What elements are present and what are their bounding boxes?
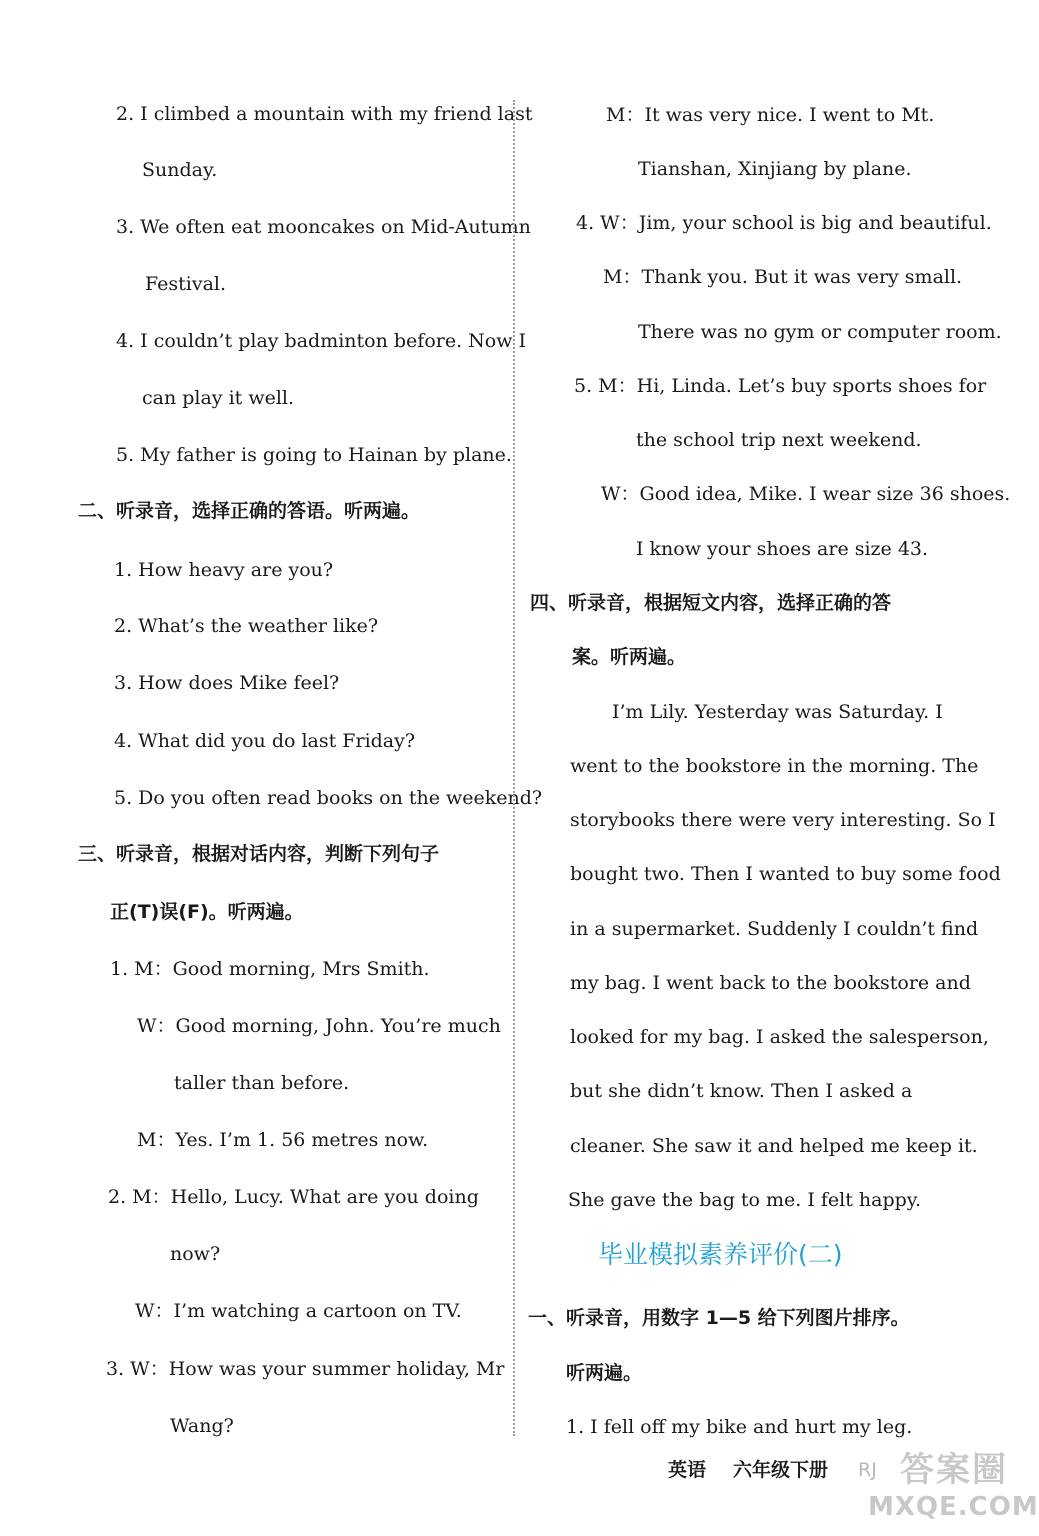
dialogue3-w1-line1: 3. W：How was your summer holiday, Mr xyxy=(106,1358,505,1380)
passage-line-7: looked for my bag. I asked the salesperson, xyxy=(570,1026,989,1048)
dialogue4-m1-line1: M：Thank you. But it was very small. xyxy=(603,266,963,288)
passage-line-6: my bag. I went back to the bookstore and xyxy=(570,972,971,994)
passage-line-2: went to the bookstore in the morning. The xyxy=(570,755,979,777)
dialogue4-w1: 4. W：Jim, your school is big and beautiful. xyxy=(576,212,992,234)
p1-item4-line2: can play it well. xyxy=(142,387,295,409)
dialogue5-w1-line2: I know your shoes are size 43. xyxy=(636,538,929,560)
section2-part1-heading-line1: 一、听录音，用数字 1—5 给下列图片排序。 xyxy=(528,1307,910,1329)
passage-line-5: in a supermarket. Suddenly I couldn’t find xyxy=(570,918,979,940)
p1-item5: 5. My father is going to Hainan by plane. xyxy=(116,444,512,466)
part2-item-4: 4. What did you do last Friday? xyxy=(114,730,416,752)
dialogue3-m1-line2: Tianshan, Xinjiang by plane. xyxy=(638,158,912,180)
dialogue1-m1: 1. M：Good morning, Mrs Smith. xyxy=(110,958,430,980)
part4-heading-line2: 案。听两遍。 xyxy=(572,646,687,668)
dialogue5-m1-line1: 5. M：Hi, Linda. Let’s buy sports shoes for xyxy=(574,375,987,397)
dialogue3-w1-line2: Wang? xyxy=(170,1415,234,1437)
part2-item-3: 3. How does Mike feel? xyxy=(114,672,340,694)
passage-line-8: but she didn’t know. Then I asked a xyxy=(570,1080,913,1102)
dialogue1-w1-line2: taller than before. xyxy=(174,1072,350,1094)
dialogue1-m2: M：Yes. I’m 1. 56 metres now. xyxy=(137,1129,429,1151)
section2-item-1: 1. I fell off my bike and hurt my leg. xyxy=(566,1416,913,1438)
watermark-url: MXQE.COM xyxy=(868,1492,1039,1522)
passage-line-9: cleaner. She saw it and helped me keep it. xyxy=(570,1135,978,1157)
passage-line-4: bought two. Then I wanted to buy some food xyxy=(570,863,1001,885)
watermark-logo xyxy=(860,1440,1039,1530)
dialogue5-m1-line2: the school trip next weekend. xyxy=(636,429,922,451)
dialogue2-m1-line1: 2. M：Hello, Lucy. What are you doing xyxy=(108,1186,479,1208)
p1-item4-line1: 4. I couldn’t play badminton before. Now I xyxy=(116,330,527,352)
part3-heading-line1: 三、听录音，根据对话内容，判断下列句子 xyxy=(78,843,440,865)
passage-line-10: She gave the bag to me. I felt happy. xyxy=(568,1189,922,1211)
footer-subject: 英语 xyxy=(668,1459,707,1481)
part2-item-2: 2. What’s the weather like? xyxy=(114,615,379,637)
dialogue3-m1-line1: M：It was very nice. I went to Mt. xyxy=(606,104,935,126)
p1-item3-line1: 3. We often eat mooncakes on Mid-Autumn xyxy=(116,216,531,238)
watermark-logo-text: 答案圈 xyxy=(900,1450,1008,1490)
column-divider xyxy=(513,100,515,1436)
part3-heading-line2: 正(T)误(F)。听两遍。 xyxy=(110,901,304,923)
footer-edition: RJ xyxy=(858,1459,877,1481)
dialogue2-w1: W：I’m watching a cartoon on TV. xyxy=(135,1300,462,1322)
passage-line-1: I’m Lily. Yesterday was Saturday. I xyxy=(612,701,943,723)
part2-item-5: 5. Do you often read books on the weekend? xyxy=(114,787,543,809)
section-title: 毕业模拟素养评价(二) xyxy=(598,1240,843,1269)
dialogue4-m1-line2: There was no gym or computer room. xyxy=(638,321,1002,343)
p1-item2-line2: Sunday. xyxy=(142,159,218,181)
dialogue1-w1-line1: W：Good morning, John. You’re much xyxy=(137,1015,501,1037)
section2-part1-heading-line2: 听两遍。 xyxy=(566,1362,643,1384)
part2-heading: 二、听录音，选择正确的答语。听两遍。 xyxy=(78,500,421,522)
part4-heading-line1: 四、听录音，根据短文内容，选择正确的答 xyxy=(530,592,892,614)
dialogue5-w1-line1: W：Good idea, Mike. I wear size 36 shoes. xyxy=(601,483,1011,505)
passage-line-3: storybooks there were very interesting. So I xyxy=(570,809,996,831)
p1-item3-line2: Festival. xyxy=(145,273,227,295)
dialogue2-m1-line2: now? xyxy=(170,1243,221,1265)
footer-grade: 六年级下册 xyxy=(733,1459,829,1481)
part2-item-1: 1. How heavy are you? xyxy=(114,559,334,581)
p1-item2-line1: 2. I climbed a mountain with my friend last xyxy=(116,103,533,125)
